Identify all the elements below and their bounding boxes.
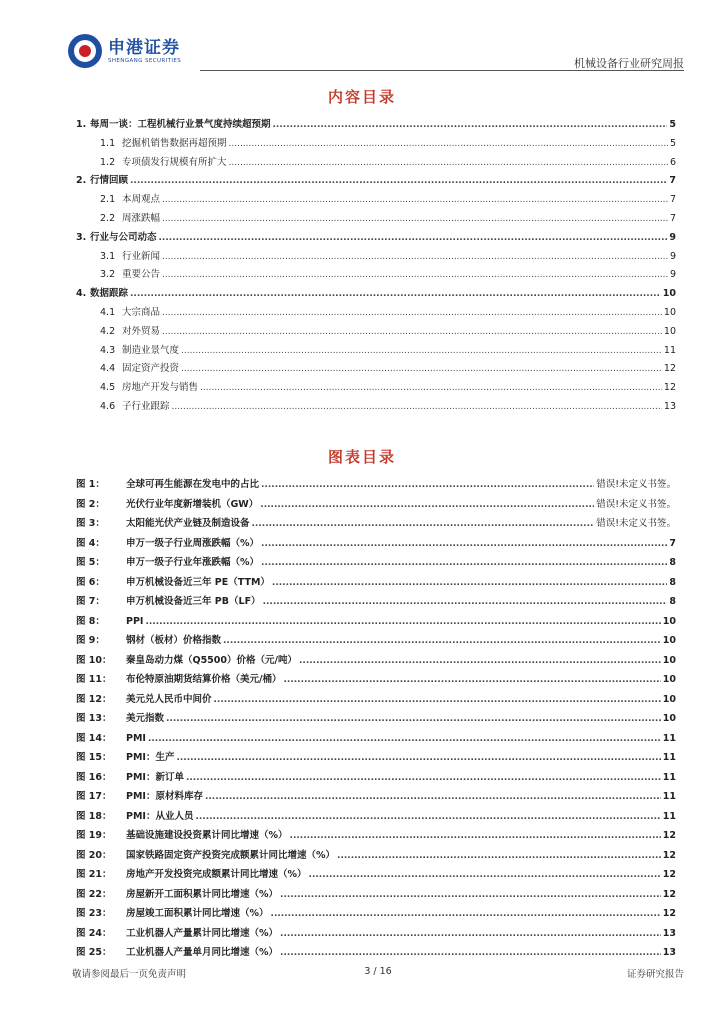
leader-dots xyxy=(261,476,594,495)
company-logo xyxy=(68,34,181,68)
toc-entry-text: 固定资产投资 xyxy=(122,363,180,375)
toc-entry-page: 11 xyxy=(663,344,676,356)
toc-entry-number: 3.2 xyxy=(100,269,116,281)
figure-entry[interactable] xyxy=(76,943,676,963)
figure-page: 8 xyxy=(669,596,676,607)
toc-entry-page: 5 xyxy=(669,137,676,149)
figure-caption: 房地产开发投资完成额累计同比增速（%） xyxy=(126,869,307,880)
figure-entry[interactable] xyxy=(76,670,676,690)
figure-entry-label xyxy=(76,690,212,710)
toc-entry-label xyxy=(100,304,160,323)
figure-entry-label xyxy=(76,573,270,593)
leader-dots xyxy=(299,652,661,671)
toc-entry-label xyxy=(100,342,179,361)
figure-number: 图 21： xyxy=(76,869,112,880)
leader-dots xyxy=(229,154,668,173)
figure-page: 错误!未定义书签。 xyxy=(596,479,676,490)
leader-dots xyxy=(162,323,662,342)
toc-entry-number: 4. xyxy=(76,288,87,300)
figure-entry-label xyxy=(76,904,269,924)
leader-dots xyxy=(166,710,661,729)
toc-entry-label xyxy=(100,135,227,154)
leader-dots xyxy=(280,944,661,963)
figure-caption: 房屋竣工面积累计同比增速（%） xyxy=(126,908,269,919)
table-of-contents xyxy=(76,116,676,417)
figure-entry-label xyxy=(76,592,261,612)
figure-entry-label xyxy=(76,651,297,671)
toc-entry-text: 对外贸易 xyxy=(122,325,161,337)
toc-entry-number: 2. xyxy=(76,175,87,187)
figure-entry[interactable] xyxy=(76,592,676,612)
figure-page: 10 xyxy=(662,635,676,646)
figure-entry-label xyxy=(76,924,278,944)
toc-entry-number: 3.1 xyxy=(100,250,116,262)
figure-number: 图 20： xyxy=(76,849,112,861)
figure-entry[interactable] xyxy=(76,651,676,671)
figure-entry-label xyxy=(76,670,281,690)
toc-entry-text: 大宗商品 xyxy=(122,306,161,318)
leader-dots xyxy=(195,808,660,827)
toc-entry-page: 13 xyxy=(663,400,676,412)
figure-caption: 申万一级子行业年涨跌幅（%） xyxy=(126,557,260,568)
toc-entry-page: 12 xyxy=(663,382,676,394)
figure-page: 10 xyxy=(662,693,676,705)
figure-number: 图 14： xyxy=(76,732,112,744)
toc-entry-page: 9 xyxy=(669,269,676,281)
figure-caption: PMI：原材料库存 xyxy=(126,791,203,802)
figure-entry-label xyxy=(76,787,203,807)
toc-entry-text: 制造业景气度 xyxy=(122,344,180,356)
figure-entry[interactable] xyxy=(76,865,676,885)
figure-entry-label xyxy=(76,807,193,827)
leader-dots xyxy=(162,304,662,323)
toc-entry[interactable] xyxy=(76,154,676,173)
logo-emblem-icon xyxy=(68,34,102,68)
toc-entry-page: 10 xyxy=(662,288,676,300)
figure-entry[interactable] xyxy=(76,748,676,768)
leader-dots xyxy=(159,229,668,248)
figure-entry[interactable] xyxy=(76,768,676,788)
figure-entry[interactable] xyxy=(76,787,676,807)
toc-entry-text: 重要公告 xyxy=(122,269,161,281)
toc-entry[interactable] xyxy=(76,116,676,135)
figure-caption: 美元指数 xyxy=(126,713,165,724)
leader-dots xyxy=(130,285,661,304)
toc-entry[interactable] xyxy=(76,191,676,210)
figure-caption: PMI：新订单 xyxy=(126,771,184,783)
leader-dots xyxy=(290,827,661,846)
figure-entry[interactable] xyxy=(76,495,676,515)
leader-dots xyxy=(162,191,668,210)
toc-entry[interactable] xyxy=(76,285,676,304)
leader-dots xyxy=(162,248,668,267)
toc-entry-label xyxy=(100,379,198,398)
figure-caption: 秦皇岛动力煤（Q5500）价格（元/吨） xyxy=(126,654,297,666)
figure-number: 图 6： xyxy=(76,576,105,588)
figure-entry-label xyxy=(76,553,259,573)
leader-dots xyxy=(200,379,662,398)
figure-number: 图 10： xyxy=(76,654,112,666)
figure-number: 图 18： xyxy=(76,810,112,822)
toc-entry[interactable] xyxy=(76,379,676,398)
figure-caption: PMI xyxy=(126,732,146,744)
figure-caption: 工业机器人产量累计同比增速（%） xyxy=(126,927,279,939)
toc-entry-text: 专项债发行规模有所扩大 xyxy=(122,156,227,168)
figure-page: 10 xyxy=(662,654,676,666)
figure-page: 8 xyxy=(669,576,676,588)
figure-number: 图 24： xyxy=(76,927,112,939)
figure-entry-label xyxy=(76,885,278,905)
toc-entry-text: 每周一谈：工程机械行业景气度持续超预期 xyxy=(90,119,271,130)
leader-dots xyxy=(273,116,668,135)
figure-entry-label xyxy=(76,865,307,885)
figure-number: 图 2： xyxy=(76,498,105,510)
toc-entry[interactable] xyxy=(76,135,676,154)
figure-entry[interactable] xyxy=(76,904,676,924)
toc-entry-number: 2.2 xyxy=(100,212,116,224)
toc-entry-text: 行业与公司动态 xyxy=(90,231,157,243)
figure-page: 8 xyxy=(669,557,676,568)
leader-dots xyxy=(162,266,668,285)
figure-entry[interactable] xyxy=(76,573,676,593)
footer-doc-type: 证券研究报告 xyxy=(626,969,684,980)
figure-number: 图 5： xyxy=(76,557,105,568)
figure-number: 图 3： xyxy=(76,518,105,529)
toc-entry-number: 4.4 xyxy=(100,363,116,375)
toc-entry[interactable] xyxy=(76,172,676,191)
figure-page: 10 xyxy=(662,615,676,627)
toc-entry-page: 6 xyxy=(669,156,676,168)
figure-entry[interactable] xyxy=(76,924,676,944)
figure-caption: 基础设施建设投资累计同比增速（%） xyxy=(126,830,288,841)
toc-entry-number: 1.2 xyxy=(100,156,116,168)
figure-number: 图 22： xyxy=(76,888,112,900)
toc-entry[interactable] xyxy=(76,248,676,267)
toc-entry-label xyxy=(76,285,128,304)
toc-entry-number: 4.3 xyxy=(100,344,116,356)
figure-caption: 国家铁路固定资产投资完成额累计同比增速（%） xyxy=(126,849,336,861)
toc-entry-label xyxy=(76,172,128,191)
toc-entry-page: 7 xyxy=(669,175,676,187)
leader-dots xyxy=(280,925,661,944)
figures-title: 图表目录 xyxy=(327,448,396,466)
figure-caption: PPI xyxy=(126,615,144,627)
figure-entry[interactable] xyxy=(76,631,676,651)
figure-caption: 工业机器人产量单月同比增速（%） xyxy=(126,947,279,958)
figure-page: 10 xyxy=(662,713,676,724)
figure-number: 图 15： xyxy=(76,752,112,763)
figure-page: 11 xyxy=(662,732,676,744)
leader-dots xyxy=(261,554,667,573)
figure-caption: 全球可再生能源在发电中的占比 xyxy=(126,479,260,490)
toc-entry-number: 4.2 xyxy=(100,325,116,337)
figure-entry-label xyxy=(76,612,143,632)
toc-entry-text: 周涨跌幅 xyxy=(122,212,161,224)
figure-page: 11 xyxy=(662,791,676,802)
toc-entry-label xyxy=(100,210,160,229)
figure-caption: 房屋新开工面积累计同比增速（%） xyxy=(126,888,279,900)
figure-number: 图 4： xyxy=(76,537,105,549)
leader-dots xyxy=(186,769,661,788)
leader-dots xyxy=(130,172,667,191)
figure-caption: 布伦特原油期货结算价格（美元/桶） xyxy=(126,674,282,685)
figure-list xyxy=(76,475,676,963)
toc-entry-page: 10 xyxy=(663,325,676,337)
figure-number: 图 9： xyxy=(76,635,105,646)
leader-dots xyxy=(181,342,662,361)
figure-caption: 太阳能光伏产业链及制造设备 xyxy=(126,518,250,529)
toc-entry-text: 子行业跟踪 xyxy=(122,400,170,412)
toc-entry-text: 行情回顾 xyxy=(90,175,129,187)
figure-number: 图 13： xyxy=(76,713,112,724)
toc-entry-number: 4.5 xyxy=(100,382,116,394)
toc-entry[interactable] xyxy=(76,229,676,248)
toc-entry[interactable] xyxy=(76,304,676,323)
leader-dots xyxy=(223,632,661,651)
figure-caption: PMI：生产 xyxy=(126,752,175,763)
footer-disclaimer: 敬请参阅最后一页免责声明 xyxy=(72,969,187,980)
toc-entry[interactable] xyxy=(76,360,676,379)
logo-cn-name: 申港证券 xyxy=(108,37,180,58)
leader-dots xyxy=(214,691,661,710)
toc-entry-number: 1.1 xyxy=(100,137,116,149)
report-title: 机械设备行业研究周报 xyxy=(574,57,684,70)
figure-page: 11 xyxy=(662,771,676,783)
leader-dots xyxy=(263,593,668,612)
figure-entry-label xyxy=(76,475,259,495)
footer-page-number: 3 / 16 xyxy=(364,966,392,977)
toc-entry-label xyxy=(76,116,271,135)
figure-page: 错误!未定义书签。 xyxy=(596,518,676,529)
figure-entry-label xyxy=(76,514,250,534)
toc-entry-label xyxy=(100,248,160,267)
figure-entry-label xyxy=(76,729,146,749)
figure-entry[interactable] xyxy=(76,826,676,846)
toc-title: 内容目录 xyxy=(327,88,396,106)
figure-entry[interactable] xyxy=(76,475,676,495)
figure-number: 图 7： xyxy=(76,596,105,607)
figure-entry[interactable] xyxy=(76,553,676,573)
figure-entry[interactable] xyxy=(76,846,676,866)
toc-entry-number: 4.1 xyxy=(100,306,116,318)
figure-entry[interactable] xyxy=(76,612,676,632)
leader-dots xyxy=(229,135,668,154)
toc-entry-page: 9 xyxy=(669,231,676,243)
figure-number: 图 11： xyxy=(76,674,112,685)
toc-entry-page: 5 xyxy=(669,119,676,130)
figure-entry[interactable] xyxy=(76,534,676,554)
toc-entry-number: 4.6 xyxy=(100,400,116,412)
figure-page: 10 xyxy=(662,674,676,685)
toc-entry-label xyxy=(100,398,170,417)
leader-dots xyxy=(176,749,660,768)
leader-dots xyxy=(145,613,660,632)
leader-dots xyxy=(337,847,661,866)
leader-dots xyxy=(271,905,661,924)
figure-page: 12 xyxy=(662,908,676,919)
toc-entry-page: 7 xyxy=(669,212,676,224)
figure-page: 13 xyxy=(662,947,676,958)
figure-number: 图 19： xyxy=(76,830,112,841)
toc-entry-label xyxy=(76,229,157,248)
figure-entry-label xyxy=(76,534,259,554)
toc-entry-label xyxy=(100,360,179,379)
toc-entry-page: 7 xyxy=(669,194,676,206)
figure-number: 图 16： xyxy=(76,771,112,783)
figure-page: 11 xyxy=(662,810,676,822)
figure-number: 图 8： xyxy=(76,615,105,627)
toc-entry-text: 数据跟踪 xyxy=(90,288,129,300)
figure-caption: 申万一级子行业周涨跌幅（%） xyxy=(126,537,260,549)
figure-page: 12 xyxy=(662,830,676,841)
toc-entry[interactable] xyxy=(76,210,676,229)
leader-dots xyxy=(252,515,595,534)
toc-entry[interactable] xyxy=(76,323,676,342)
figure-caption: 申万机械设备近三年 PE（TTM） xyxy=(126,576,270,588)
figure-caption: 美元兑人民币中间价 xyxy=(126,693,212,705)
figure-entry-label xyxy=(76,495,258,515)
toc-entry-page: 12 xyxy=(663,363,676,375)
header-divider xyxy=(200,70,684,71)
figure-entry-label xyxy=(76,709,164,729)
leader-dots xyxy=(261,535,667,554)
leader-dots xyxy=(260,496,594,515)
figure-page: 13 xyxy=(662,927,676,939)
figure-caption: 申万机械设备近三年 PB（LF） xyxy=(126,596,261,607)
figure-caption: 光伏行业年度新增装机（GW） xyxy=(126,498,259,510)
leader-dots xyxy=(283,671,660,690)
figure-page: 12 xyxy=(662,888,676,900)
toc-entry-text: 挖掘机销售数据再超预期 xyxy=(122,137,227,149)
figure-number: 图 17： xyxy=(76,791,112,802)
figure-page: 12 xyxy=(662,849,676,861)
figure-entry-label xyxy=(76,846,335,866)
leader-dots xyxy=(162,210,668,229)
leader-dots xyxy=(280,886,661,905)
toc-entry-label xyxy=(100,191,160,210)
toc-entry-text: 房地产开发与销售 xyxy=(122,382,199,394)
leader-dots xyxy=(172,398,662,417)
figure-page: 11 xyxy=(662,752,676,763)
toc-entry-text: 行业新闻 xyxy=(122,250,161,262)
toc-entry-number: 2.1 xyxy=(100,194,116,206)
toc-entry-number: 3. xyxy=(76,231,87,243)
toc-entry-label xyxy=(100,154,227,173)
toc-entry-label xyxy=(100,266,160,285)
figure-entry[interactable] xyxy=(76,807,676,827)
figure-number: 图 12： xyxy=(76,693,112,705)
figure-entry[interactable] xyxy=(76,729,676,749)
toc-entry-label xyxy=(100,323,160,342)
toc-entry-number: 1. xyxy=(76,119,87,130)
figure-caption: PMI：从业人员 xyxy=(126,810,194,822)
figure-page: 12 xyxy=(662,869,676,880)
logo-en-name: SHENGANG SECURITIES xyxy=(108,57,182,64)
leader-dots xyxy=(148,730,661,749)
figure-number: 图 25： xyxy=(76,947,112,958)
figure-entry-label xyxy=(76,826,288,846)
toc-entry-page: 10 xyxy=(663,306,676,318)
leader-dots xyxy=(272,574,667,593)
leader-dots xyxy=(181,360,662,379)
figure-entry[interactable] xyxy=(76,885,676,905)
figure-entry-label xyxy=(76,631,221,651)
figure-number: 图 1： xyxy=(76,479,105,490)
figure-entry-label xyxy=(76,748,174,768)
figure-entry[interactable] xyxy=(76,709,676,729)
leader-dots xyxy=(205,788,661,807)
toc-entry-page: 9 xyxy=(669,250,676,262)
toc-entry[interactable] xyxy=(76,342,676,361)
toc-entry[interactable] xyxy=(76,398,676,417)
page-header xyxy=(0,0,724,72)
figure-caption: 钢材（板材）价格指数 xyxy=(126,635,222,646)
leader-dots xyxy=(309,866,661,885)
toc-entry[interactable] xyxy=(76,266,676,285)
figure-number: 图 23： xyxy=(76,908,112,919)
figure-entry-label xyxy=(76,943,278,963)
figure-entry[interactable] xyxy=(76,514,676,534)
figure-page: 错误!未定义书签。 xyxy=(596,498,676,510)
toc-entry-text: 本周观点 xyxy=(122,194,161,206)
figure-entry-label xyxy=(76,768,184,788)
figure-entry[interactable] xyxy=(76,690,676,710)
figure-page: 7 xyxy=(669,537,676,549)
